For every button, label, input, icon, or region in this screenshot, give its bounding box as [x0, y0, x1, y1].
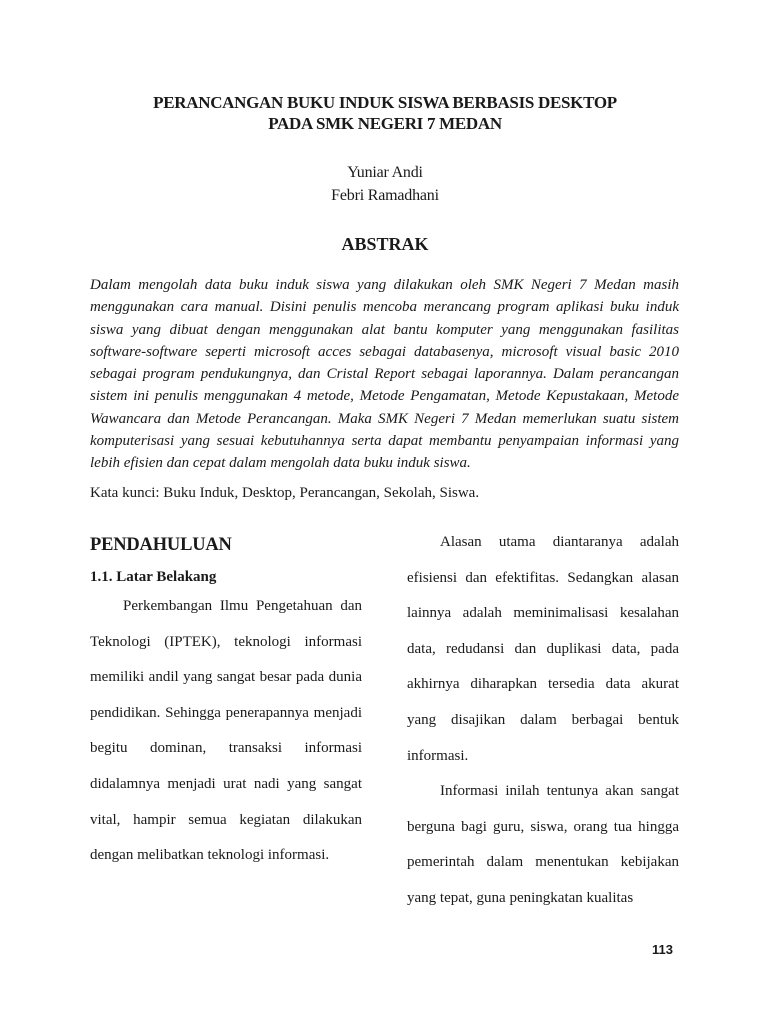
right-column	[407, 533, 679, 917]
author-name: Yuniar Andi	[347, 164, 423, 181]
subsection-heading: 1.1. Latar Belakang	[90, 569, 217, 585]
abstract-heading: ABSTRAK	[341, 234, 429, 254]
body-paragraph: Alasan utama diantaranya adalah efisiensi dan efektifitas. Sedangkan alasan lainnya adalah meminimalisasi kesalahan data, redudansi dan duplikasi data, pada akhirnya diharapkan tersedia data akurat yang disajikan dalam berbagai bentuk informasi.	[407, 534, 679, 764]
page-number: 113	[652, 942, 673, 957]
body-paragraph: Informasi inilah tentunya akan sangat berguna bagi guru, siswa, orang tua hingga pemerintah dalam menentukan kebijakan yang tepat, guna peningkatan kualitas	[407, 783, 679, 906]
body-paragraph: Perkembangan Ilmu Pengetahuan dan Teknologi (IPTEK), teknologi informasi memiliki andil yang sangat besar pada dunia pendidikan. Sehingga penerapannya menjadi begitu dominan, transaksi informasi didalamnya menjadi urat nadi yang sangat vital, hampir semua kegiatan dilakukan dengan melibatkan teknologi informasi.	[90, 598, 362, 864]
paper-title-line-2: PADA SMK NEGERI 7 MEDAN	[268, 114, 502, 133]
paper-title-line-1: PERANCANGAN BUKU INDUK SISWA BERBASIS DESKTOP	[153, 93, 617, 112]
left-column	[90, 533, 362, 874]
paper-title	[90, 92, 680, 134]
keywords-line: Kata kunci: Buku Induk, Desktop, Perancangan, Sekolah, Siswa.	[90, 485, 480, 501]
abstract-text: Dalam mengolah data buku induk siswa yang dilakukan oleh SMK Negeri 7 Medan masih menggunakan cara manual. Disini penulis mencoba merancang program aplikasi buku induk siswa yang dibuat dengan menggunakan alat bantu komputer yang menggunakan fasilitas software-software seperti microsoft acces sebagai databasenya, microsoft visual basic 2010 sebagai program pendukungnya, dan Cristal Report sebagai laporannya. Dalam perancangan sistem ini penulis menggunakan 4 metode, Metode Pengamatan, Metode Kepustakaan, Metode Wawancara dan Metode Perancangan. Maka SMK Negeri 7 Medan memerlukan suatu sistem komputerisasi yang sesuai kebutuhannya serta dapat membantu penyampaian informasi yang lebih efisien dan cepat dalam mengolah data buku induk siswa.	[90, 277, 679, 472]
author-name: Febri Ramadhani	[331, 187, 439, 204]
section-heading: PENDAHULUAN	[90, 535, 232, 555]
author-list	[90, 161, 680, 207]
